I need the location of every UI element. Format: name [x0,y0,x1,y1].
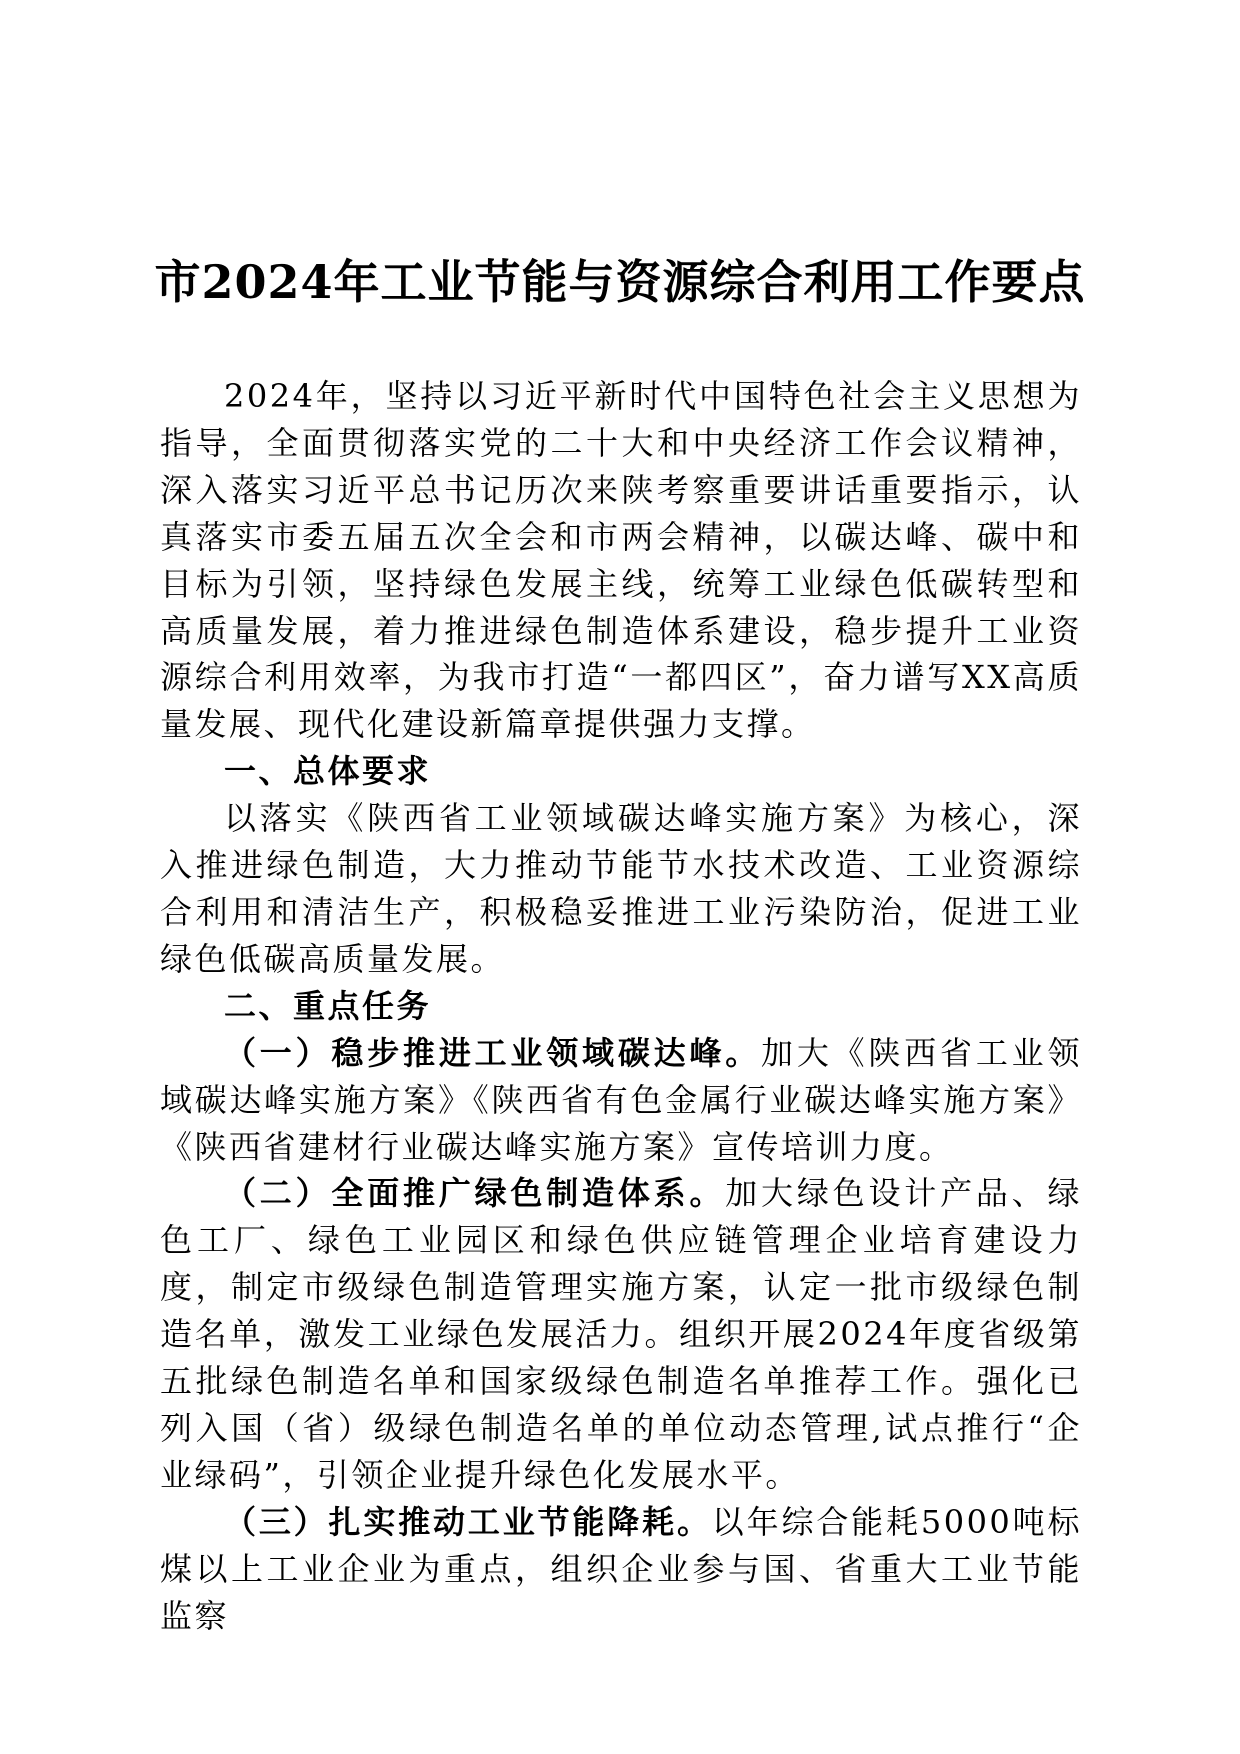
task-paragraph-1 [160,1030,1082,1171]
general-requirements-paragraph: 以落实《陕西省工业领域碳达峰实施方案》为核心，深入推进绿色制造，大力推动节能节水技术改造、工业资源综合利用和清洁生产，积极稳妥推进工业污染防治，促进工业绿色低碳高质量发展。 [160,799,1082,978]
section-heading-key-tasks: 二、重点任务 [224,986,432,1025]
document-title: 市2024年工业节能与资源综合利用工作要点 [154,255,1086,309]
task-text-1: 加大《陕西省工业领域碳达峰实施方案》《陕西省有色金属行业碳达峰实施方案》《陕西省建材行业碳达峰实施方案》宣传培训力度。 [160,1033,1082,1166]
document-body [160,373,1082,1639]
task-paragraph-2 [160,1170,1082,1498]
task-paragraph-3 [160,1499,1082,1640]
task-lead-1: （一）稳步推进工业领域碳达峰。 [224,1033,762,1072]
task-lead-3: （三）扎实推动工业节能降耗。 [224,1502,712,1541]
task-lead-2: （二）全面推广绿色制造体系。 [224,1174,726,1213]
section-heading-general-requirements: 一、总体要求 [224,752,432,791]
task-text-3: 以年综合能耗5000吨标煤以上工业企业为重点，组织企业参与国、省重大工业节能监察 [160,1502,1082,1635]
intro-paragraph: 2024年，坚持以习近平新时代中国特色社会主义思想为指导，全面贯彻落实党的二十大和中央经济工作会议精神，深入落实习近平总书记历次来陕考察重要讲话重要指示，认真落实市委五届五次全会和市两会精神，以碳达峰、碳中和目标为引领，坚持绿色发展主线，统筹工业绿色低碳转型和高质量发展，着力推进绿色制造体系建设，稳步提升工业资源综合利用效率，为我市打造“一都四区”，奋力谱写XX高质量发展、现代化建设新篇章提供强力支撑。 [160,377,1082,744]
task-text-2: 加大绿色设计产品、绿色工厂、绿色工业园区和绿色供应链管理企业培育建设力度，制定市级绿色制造管理实施方案，认定一批市级绿色制造名单，激发工业绿色发展活力。组织开展2024年度省级第五批绿色制造名单和国家级绿色制造名单推荐工作。强化已列入国（省）级绿色制造名单的单位动态管理,试点推行“企业绿码”，引领企业提升绿色化发展水平。 [160,1174,1082,1494]
